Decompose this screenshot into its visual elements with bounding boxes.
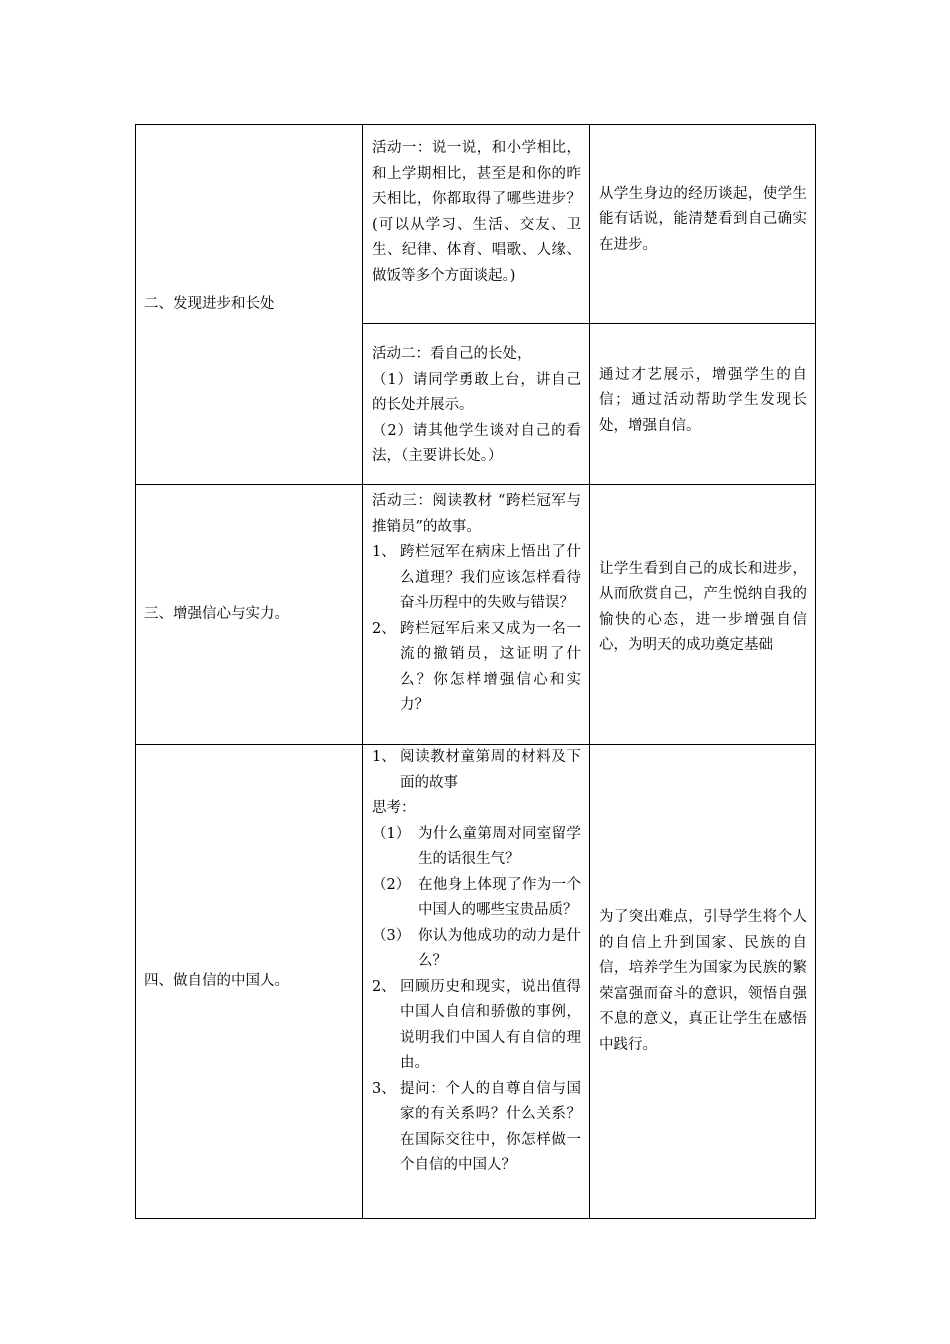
list-item bbox=[372, 822, 581, 873]
activity-text: 活动一：说一说，和小学相比，和上学期相比，甚至是和你的昨天相比，你都取得了哪些进步？(可以从学习、生活、交友、卫生、纪律、体育、唱歌、人缘、做饭等多个方面谈起。) bbox=[372, 140, 581, 284]
activity-item: （1）请同学勇敢上台，讲自己的长处并展示。 bbox=[372, 371, 581, 414]
item-text: 在他身上体现了作为一个中国人的哪些宝贵品质？ bbox=[418, 876, 581, 918]
table-row bbox=[136, 745, 816, 1219]
stage-cell bbox=[136, 125, 363, 485]
item-number: （3） bbox=[372, 927, 411, 944]
intent-cell bbox=[590, 485, 816, 745]
item-number: （1） bbox=[372, 825, 411, 842]
item-text: 你认为他成功的动力是什么？ bbox=[418, 927, 581, 969]
think-label: 思考： bbox=[372, 800, 416, 816]
intent-cell bbox=[590, 125, 816, 324]
list-item bbox=[372, 745, 581, 796]
question-item bbox=[372, 617, 581, 719]
intent-text: 为了突出难点，引导学生将个人的自信上升到国家、民族的自信，培养学生为国家为民族的繁荣富强而奋斗的意识，领悟自强不息的意义，真正让学生在感悟中践行。 bbox=[599, 909, 807, 1053]
activity-cell bbox=[363, 485, 590, 745]
activity-cell bbox=[363, 324, 590, 485]
intent-text: 通过才艺展示，增强学生的自信；通过活动帮助学生发现长处，增强自信。 bbox=[599, 366, 807, 434]
list-item bbox=[372, 975, 581, 1077]
list-item bbox=[372, 924, 581, 975]
activity-title: 活动三：阅读教材 “跨栏冠军与推销员”的故事。 bbox=[372, 493, 581, 535]
item-number: （2） bbox=[372, 876, 411, 893]
activity-cell bbox=[363, 745, 590, 1219]
activity-title: 活动二：看自己的长处， bbox=[372, 346, 532, 363]
table-row bbox=[136, 485, 816, 745]
table-row bbox=[136, 125, 816, 324]
list-item bbox=[372, 1077, 581, 1179]
activity-cell bbox=[363, 125, 590, 324]
question-text: 跨栏冠军后来又成为一名一流的撤销员，这证明了什么？你怎样增强信心和实力？ bbox=[400, 620, 581, 713]
stage-label: 二、发现进步和长处 bbox=[144, 295, 275, 312]
item-number: 2、 bbox=[372, 978, 396, 995]
item-text: 提问：个人的自尊自信与国家的有关系吗？什么关系？在国际交往中，你怎样做一个自信的中国人？ bbox=[400, 1080, 581, 1173]
question-number: 2、 bbox=[372, 620, 396, 637]
question-number: 1、 bbox=[372, 544, 396, 560]
stage-cell bbox=[136, 745, 363, 1219]
intent-text: 从学生身边的经历谈起，使学生能有话说，能清楚看到自己确实在进步。 bbox=[599, 185, 807, 253]
question-text: 跨栏冠军在病床上悟出了什么道理？我们应该怎样看待奋斗历程中的失败与错误？ bbox=[400, 544, 581, 611]
item-text: 回顾历史和现实，说出值得中国人自信和骄傲的事例，说明我们中国人有自信的理由。 bbox=[400, 978, 581, 1071]
stage-label: 三、增强信心与实力。 bbox=[144, 605, 289, 622]
stage-label: 四、做自信的中国人。 bbox=[144, 972, 289, 989]
lesson-plan-table bbox=[135, 124, 816, 1219]
intent-text: 让学生看到自己的成长和进步，从而欣赏自己，产生悦纳自我的愉快的心态，进一步增强自信心，为明天的成功奠定基础 bbox=[599, 560, 807, 653]
stage-cell bbox=[136, 485, 363, 745]
activity-item: （2）请其他学生谈对自己的看法，（主要讲长处。） bbox=[372, 422, 581, 465]
item-number: 3、 bbox=[372, 1080, 396, 1097]
intent-cell bbox=[590, 324, 816, 485]
item-number: 1、 bbox=[372, 749, 396, 765]
list-item bbox=[372, 873, 581, 924]
intent-cell bbox=[590, 745, 816, 1219]
item-text: 阅读教材童第周的材料及下面的故事 bbox=[400, 749, 581, 791]
question-item bbox=[372, 540, 581, 617]
item-text: 为什么童第周对同室留学生的话很生气？ bbox=[418, 825, 581, 867]
